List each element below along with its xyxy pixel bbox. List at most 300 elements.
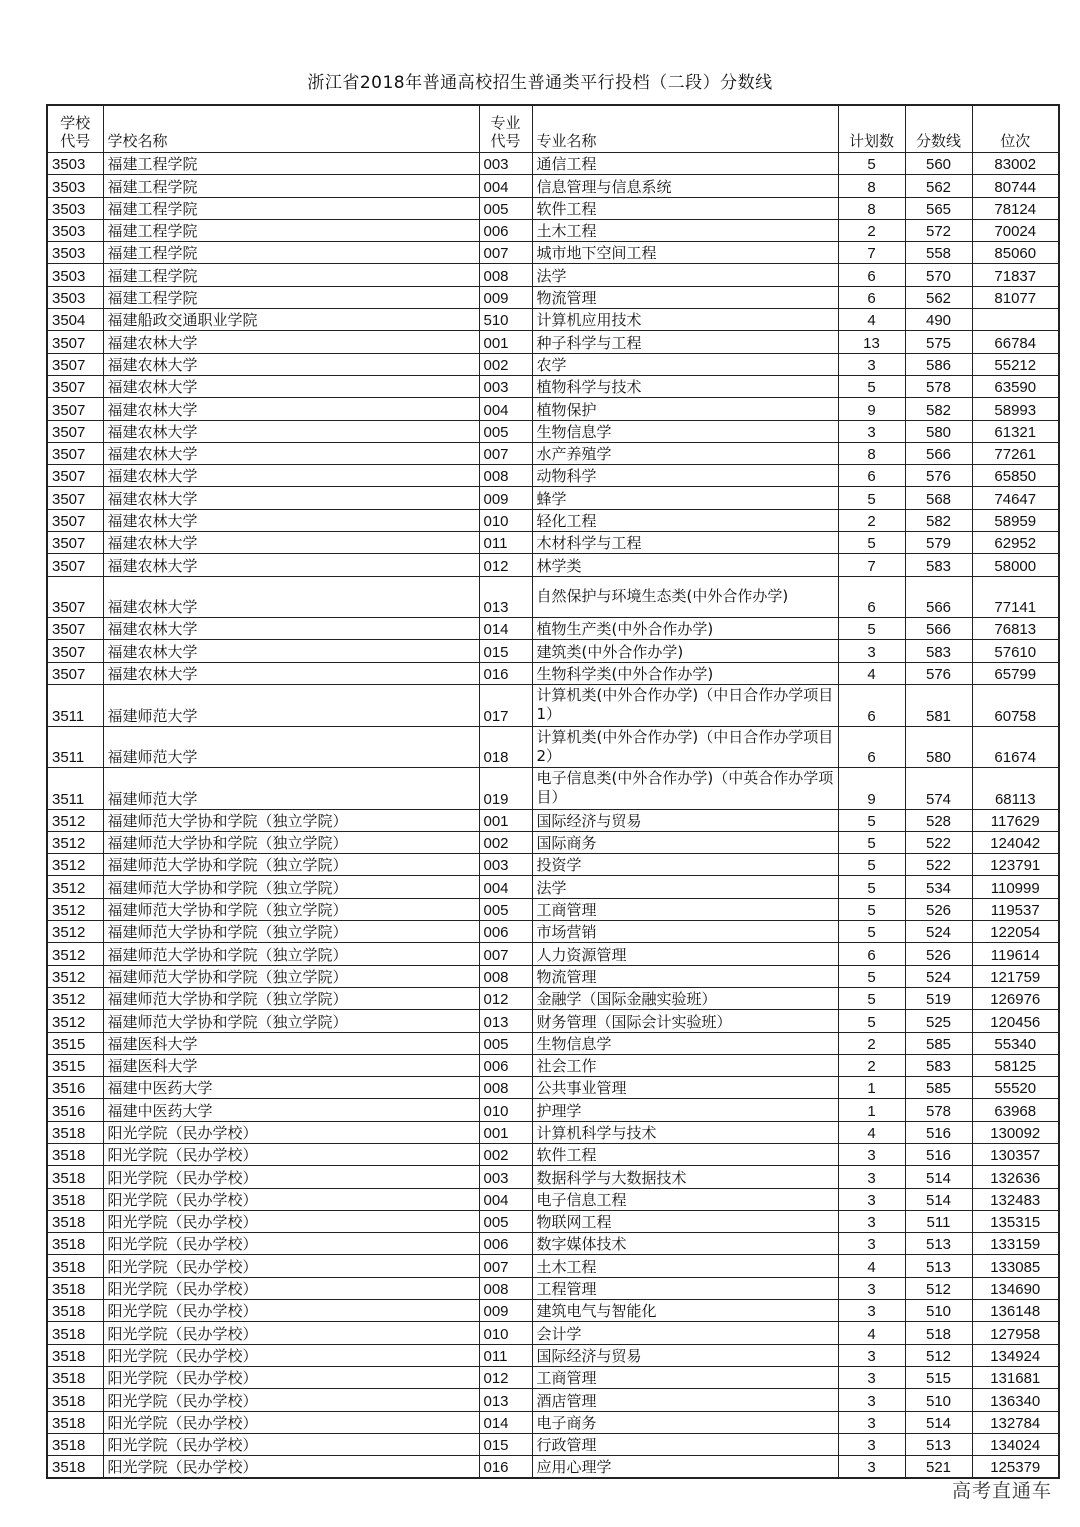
cell-major-name: 金融学（国际金融实验班） [532,987,838,1009]
table-row [47,1389,1059,1411]
cell-rank: 60758 [972,685,1059,727]
cell-plan: 3 [838,1166,905,1188]
cell-school-code: 3512 [47,876,103,898]
table-row [47,175,1059,197]
cell-major-name: 物流管理 [532,286,838,308]
cell-rank: 85060 [972,242,1059,264]
cell-rank [972,309,1059,331]
cell-school-name: 福建师范大学协和学院（独立学院） [103,809,479,831]
cell-school-name: 福建医科大学 [103,1032,479,1054]
cell-school-code: 3507 [47,640,103,662]
cell-plan: 13 [838,331,905,353]
cell-plan: 4 [838,1322,905,1344]
header-score: 分数线 [905,105,972,153]
cell-plan: 4 [838,309,905,331]
cell-school-code: 3507 [47,532,103,554]
table-row [47,685,1059,727]
cell-plan: 6 [838,465,905,487]
cell-score: 585 [905,1032,972,1054]
cell-score: 490 [905,309,972,331]
cell-score: 566 [905,442,972,464]
table-row [47,1300,1059,1322]
cell-plan: 3 [838,1411,905,1433]
cell-major-name: 木材科学与工程 [532,532,838,554]
table-row [47,442,1059,464]
cell-rank: 133085 [972,1255,1059,1277]
cell-school-name: 福建农林大学 [103,640,479,662]
cell-major-code: 008 [479,465,532,487]
table-row [47,921,1059,943]
cell-major-name: 会计学 [532,1322,838,1344]
cell-school-name: 福建医科大学 [103,1054,479,1076]
table-row [47,398,1059,420]
cell-major-name: 人力资源管理 [532,943,838,965]
cell-major-name: 动物科学 [532,465,838,487]
cell-major-name: 国际商务 [532,831,838,853]
cell-major-code: 012 [479,987,532,1009]
table-row [47,809,1059,831]
cell-plan: 3 [838,1277,905,1299]
cell-rank: 130357 [972,1143,1059,1165]
cell-school-name: 福建农林大学 [103,353,479,375]
cell-school-code: 3507 [47,487,103,509]
cell-plan: 3 [838,1233,905,1255]
cell-school-code: 3507 [47,398,103,420]
cell-plan: 3 [838,640,905,662]
cell-major-name: 土木工程 [532,219,838,241]
cell-plan: 8 [838,442,905,464]
table-row [47,943,1059,965]
cell-major-code: 016 [479,662,532,684]
cell-major-name: 建筑电气与智能化 [532,1300,838,1322]
cell-plan: 1 [838,1077,905,1099]
table-row [47,1210,1059,1232]
cell-rank: 134924 [972,1344,1059,1366]
cell-school-code: 3518 [47,1233,103,1255]
cell-major-name: 生物科学类(中外合作办学) [532,662,838,684]
cell-plan: 2 [838,1032,905,1054]
cell-major-name: 酒店管理 [532,1389,838,1411]
cell-school-name: 福建农林大学 [103,576,479,618]
cell-score: 522 [905,831,972,853]
cell-major-name: 应用心理学 [532,1456,838,1479]
table-row [47,1255,1059,1277]
cell-major-name: 工商管理 [532,1366,838,1388]
table-row [47,1456,1059,1479]
cell-school-name: 福建农林大学 [103,509,479,531]
table-row [47,1099,1059,1121]
cell-major-name: 工商管理 [532,898,838,920]
cell-rank: 130092 [972,1121,1059,1143]
cell-school-name: 阳光学院（民办学校） [103,1433,479,1455]
cell-major-name: 植物保护 [532,398,838,420]
cell-major-code: 011 [479,532,532,554]
cell-major-name: 生物信息学 [532,1032,838,1054]
table-row [47,768,1059,810]
cell-major-code: 006 [479,219,532,241]
cell-school-name: 福建农林大学 [103,420,479,442]
cell-rank: 125379 [972,1456,1059,1479]
cell-major-name: 法学 [532,264,838,286]
cell-score: 514 [905,1188,972,1210]
cell-school-name: 阳光学院（民办学校） [103,1456,479,1479]
cell-major-name: 工程管理 [532,1277,838,1299]
cell-rank: 131681 [972,1366,1059,1388]
cell-rank: 77261 [972,442,1059,464]
cell-major-name: 生物信息学 [532,420,838,442]
cell-score: 581 [905,685,972,727]
cell-major-code: 008 [479,1077,532,1099]
table-row [47,219,1059,241]
cell-score: 576 [905,465,972,487]
cell-score: 566 [905,618,972,640]
cell-school-name: 福建工程学院 [103,197,479,219]
cell-school-code: 3507 [47,420,103,442]
cell-rank: 78124 [972,197,1059,219]
cell-major-name: 物联网工程 [532,1210,838,1232]
cell-major-name: 数字媒体技术 [532,1233,838,1255]
cell-major-code: 003 [479,375,532,397]
cell-school-code: 3511 [47,726,103,768]
table-row [47,1366,1059,1388]
cell-major-code: 014 [479,1411,532,1433]
cell-major-name: 社会工作 [532,1054,838,1076]
cell-plan: 5 [838,965,905,987]
cell-rank: 133159 [972,1233,1059,1255]
cell-score: 572 [905,219,972,241]
cell-plan: 5 [838,876,905,898]
cell-major-name: 计算机类(中外合作办学)（中日合作办学项目2） [532,726,838,768]
cell-score: 513 [905,1433,972,1455]
cell-school-name: 福建师范大学协和学院（独立学院） [103,854,479,876]
cell-major-name: 计算机应用技术 [532,309,838,331]
table-row [47,640,1059,662]
cell-rank: 61321 [972,420,1059,442]
cell-rank: 58959 [972,509,1059,531]
cell-score: 578 [905,375,972,397]
cell-score: 562 [905,286,972,308]
cell-score: 575 [905,331,972,353]
cell-major-code: 007 [479,1255,532,1277]
cell-major-code: 006 [479,1054,532,1076]
cell-rank: 134024 [972,1433,1059,1455]
cell-major-name: 物流管理 [532,965,838,987]
cell-school-code: 3515 [47,1054,103,1076]
cell-rank: 132784 [972,1411,1059,1433]
cell-school-code: 3518 [47,1433,103,1455]
cell-major-code: 005 [479,197,532,219]
cell-score: 521 [905,1456,972,1479]
table-row [47,576,1059,618]
cell-score: 586 [905,353,972,375]
table-row [47,898,1059,920]
cell-score: 583 [905,554,972,576]
cell-major-name: 计算机科学与技术 [532,1121,838,1143]
cell-score: 570 [905,264,972,286]
cell-major-name: 计算机类(中外合作办学)（中日合作办学项目1） [532,685,838,727]
cell-major-name: 土木工程 [532,1255,838,1277]
cell-plan: 8 [838,197,905,219]
cell-rank: 61674 [972,726,1059,768]
cell-school-code: 3512 [47,898,103,920]
cell-score: 526 [905,943,972,965]
table-row [47,726,1059,768]
cell-major-code: 001 [479,1121,532,1143]
cell-plan: 2 [838,1054,905,1076]
cell-school-code: 3518 [47,1389,103,1411]
cell-rank: 74647 [972,487,1059,509]
cell-major-code: 018 [479,726,532,768]
table-row [47,420,1059,442]
table-row [47,876,1059,898]
cell-score: 510 [905,1389,972,1411]
cell-school-name: 福建工程学院 [103,242,479,264]
cell-score: 525 [905,1010,972,1032]
cell-plan: 6 [838,576,905,618]
cell-rank: 58125 [972,1054,1059,1076]
cell-major-code: 009 [479,1300,532,1322]
cell-plan: 3 [838,1143,905,1165]
cell-score: 568 [905,487,972,509]
cell-school-name: 福建农林大学 [103,662,479,684]
cell-major-code: 019 [479,768,532,810]
cell-rank: 124042 [972,831,1059,853]
cell-major-code: 007 [479,943,532,965]
cell-school-name: 福建工程学院 [103,175,479,197]
cell-school-name: 阳光学院（民办学校） [103,1322,479,1344]
cell-school-code: 3516 [47,1077,103,1099]
cell-school-name: 福建师范大学协和学院（独立学院） [103,965,479,987]
cell-score: 566 [905,576,972,618]
table-row [47,1188,1059,1210]
cell-plan: 5 [838,831,905,853]
cell-plan: 4 [838,1121,905,1143]
cell-school-name: 阳光学院（民办学校） [103,1366,479,1388]
cell-major-name: 植物科学与技术 [532,375,838,397]
cell-major-name: 城市地下空间工程 [532,242,838,264]
cell-score: 583 [905,1054,972,1076]
cell-school-name: 阳光学院（民办学校） [103,1277,479,1299]
cell-score: 528 [905,809,972,831]
cell-plan: 2 [838,509,905,531]
cell-rank: 136148 [972,1300,1059,1322]
cell-school-code: 3503 [47,197,103,219]
cell-score: 534 [905,876,972,898]
cell-plan: 5 [838,487,905,509]
cell-school-code: 3518 [47,1411,103,1433]
cell-major-code: 016 [479,1456,532,1479]
cell-score: 515 [905,1366,972,1388]
table-row [47,1411,1059,1433]
table-row [47,286,1059,308]
cell-school-code: 3507 [47,331,103,353]
cell-school-code: 3507 [47,465,103,487]
cell-school-code: 3507 [47,618,103,640]
cell-score: 580 [905,726,972,768]
cell-major-name: 财务管理（国际会计实验班） [532,1010,838,1032]
cell-rank: 120456 [972,1010,1059,1032]
cell-school-code: 3518 [47,1188,103,1210]
cell-major-code: 008 [479,264,532,286]
cell-score: 576 [905,662,972,684]
cell-plan: 7 [838,242,905,264]
cell-plan: 5 [838,898,905,920]
cell-school-code: 3504 [47,309,103,331]
cell-score: 514 [905,1166,972,1188]
cell-major-code: 002 [479,1143,532,1165]
cell-plan: 6 [838,685,905,727]
table-row [47,375,1059,397]
cell-major-code: 001 [479,809,532,831]
cell-plan: 3 [838,1188,905,1210]
cell-major-name: 蜂学 [532,487,838,509]
cell-major-code: 012 [479,554,532,576]
cell-major-name: 植物生产类(中外合作办学) [532,618,838,640]
cell-rank: 134690 [972,1277,1059,1299]
table-row [47,965,1059,987]
cell-rank: 63590 [972,375,1059,397]
cell-rank: 81077 [972,286,1059,308]
cell-major-code: 008 [479,965,532,987]
cell-major-code: 017 [479,685,532,727]
cell-rank: 71837 [972,264,1059,286]
cell-school-name: 福建农林大学 [103,487,479,509]
cell-school-name: 阳光学院（民办学校） [103,1389,479,1411]
cell-rank: 132483 [972,1188,1059,1210]
cell-school-name: 阳光学院（民办学校） [103,1121,479,1143]
cell-school-code: 3511 [47,768,103,810]
cell-plan: 7 [838,554,905,576]
cell-plan: 5 [838,1010,905,1032]
score-table [46,104,1060,1479]
cell-school-code: 3503 [47,219,103,241]
cell-score: 516 [905,1121,972,1143]
cell-rank: 76813 [972,618,1059,640]
cell-rank: 121759 [972,965,1059,987]
cell-score: 580 [905,420,972,442]
watermark-text: 高考直通车 [951,1480,1052,1502]
table-row [47,1433,1059,1455]
cell-school-code: 3512 [47,1010,103,1032]
table-row [47,487,1059,509]
cell-school-code: 3512 [47,943,103,965]
cell-school-name: 福建农林大学 [103,375,479,397]
cell-rank: 122054 [972,921,1059,943]
cell-rank: 126976 [972,987,1059,1009]
cell-school-name: 阳光学院（民办学校） [103,1143,479,1165]
cell-score: 585 [905,1077,972,1099]
cell-major-code: 006 [479,921,532,943]
cell-major-code: 010 [479,1322,532,1344]
cell-score: 526 [905,898,972,920]
cell-school-name: 福建农林大学 [103,554,479,576]
cell-major-name: 自然保护与环境生态类(中外合作办学) [532,576,838,618]
cell-plan: 3 [838,1456,905,1479]
cell-plan: 6 [838,286,905,308]
cell-score: 513 [905,1255,972,1277]
cell-score: 558 [905,242,972,264]
cell-rank: 132636 [972,1166,1059,1188]
cell-plan: 3 [838,353,905,375]
cell-rank: 83002 [972,153,1059,175]
cell-plan: 3 [838,420,905,442]
cell-major-code: 008 [479,1277,532,1299]
cell-score: 513 [905,1233,972,1255]
cell-score: 512 [905,1344,972,1366]
cell-school-name: 阳光学院（民办学校） [103,1255,479,1277]
cell-score: 512 [905,1277,972,1299]
cell-school-name: 福建师范大学协和学院（独立学院） [103,921,479,943]
header-major-name: 专业名称 [532,105,838,153]
cell-school-name: 福建工程学院 [103,286,479,308]
table-row [47,197,1059,219]
cell-rank: 63968 [972,1099,1059,1121]
cell-school-code: 3518 [47,1121,103,1143]
cell-plan: 5 [838,921,905,943]
cell-major-code: 003 [479,1166,532,1188]
cell-school-code: 3507 [47,509,103,531]
table-row [47,1166,1059,1188]
cell-major-code: 006 [479,1233,532,1255]
cell-plan: 6 [838,264,905,286]
cell-major-name: 国际经济与贸易 [532,1344,838,1366]
cell-major-name: 种子科学与工程 [532,331,838,353]
page-title: 浙江省2018年普通高校招生普通类平行投档（二段）分数线 [307,73,773,93]
cell-major-code: 004 [479,876,532,898]
cell-school-code: 3515 [47,1032,103,1054]
table-row [47,618,1059,640]
cell-school-name: 福建农林大学 [103,398,479,420]
cell-rank: 58000 [972,554,1059,576]
table-row [47,1322,1059,1344]
table-row [47,532,1059,554]
cell-school-code: 3512 [47,831,103,853]
cell-school-name: 福建师范大学协和学院（独立学院） [103,987,479,1009]
cell-rank: 66784 [972,331,1059,353]
table-row [47,465,1059,487]
cell-major-code: 001 [479,331,532,353]
cell-school-code: 3503 [47,153,103,175]
cell-rank: 110999 [972,876,1059,898]
cell-school-code: 3503 [47,242,103,264]
cell-plan: 9 [838,398,905,420]
table-row [47,153,1059,175]
cell-school-code: 3518 [47,1277,103,1299]
cell-school-name: 福建农林大学 [103,442,479,464]
cell-score: 565 [905,197,972,219]
cell-rank: 65850 [972,465,1059,487]
cell-major-name: 农学 [532,353,838,375]
cell-major-name: 轻化工程 [532,509,838,531]
table-row [47,1143,1059,1165]
cell-school-name: 阳光学院（民办学校） [103,1300,479,1322]
cell-score: 516 [905,1143,972,1165]
cell-plan: 4 [838,1255,905,1277]
cell-plan: 9 [838,768,905,810]
cell-school-name: 福建船政交通职业学院 [103,309,479,331]
cell-rank: 119537 [972,898,1059,920]
cell-score: 511 [905,1210,972,1232]
cell-school-name: 福建农林大学 [103,331,479,353]
cell-major-code: 007 [479,242,532,264]
cell-plan: 8 [838,175,905,197]
cell-major-name: 法学 [532,876,838,898]
table-row [47,662,1059,684]
cell-rank: 119614 [972,943,1059,965]
cell-score: 562 [905,175,972,197]
cell-plan: 6 [838,726,905,768]
cell-school-name: 福建师范大学协和学院（独立学院） [103,831,479,853]
